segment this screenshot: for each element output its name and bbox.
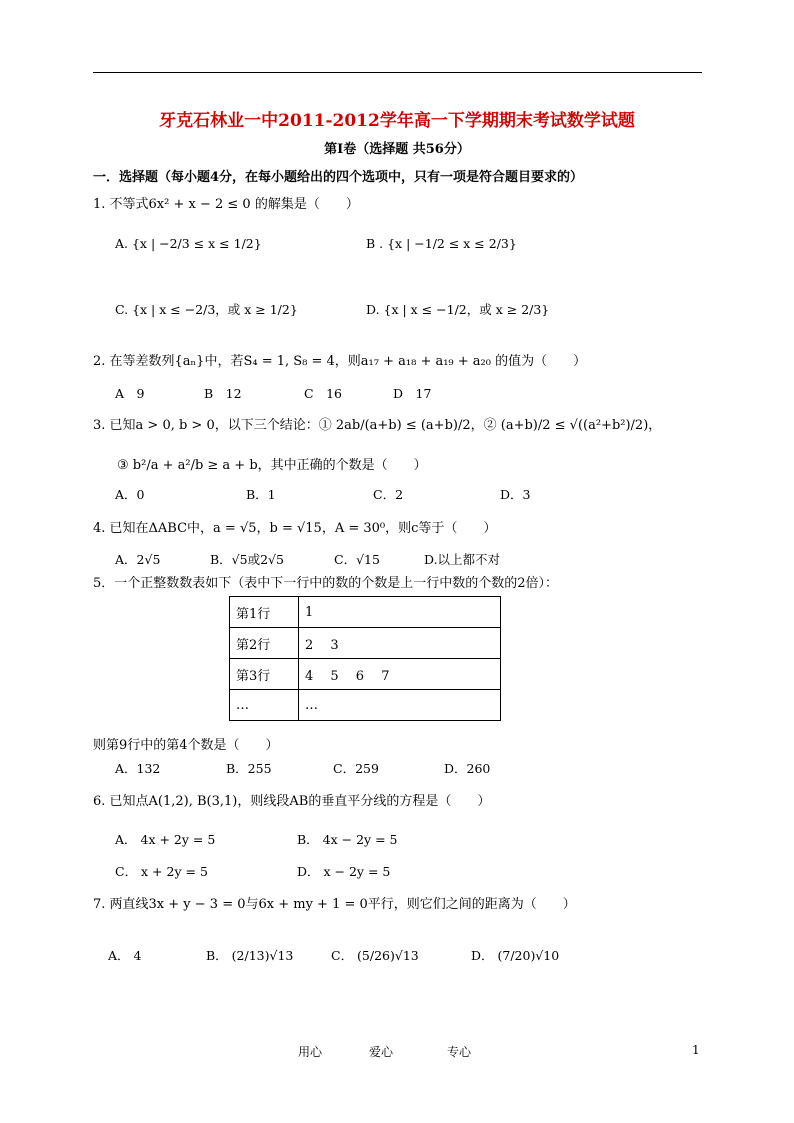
table-row	[230, 690, 501, 721]
question-5-option-d: D．260	[444, 761, 491, 776]
page-title: 牙克石林业一中2011-2012学年高一下学期期末考试数学试题	[159, 111, 635, 131]
footer-text-1: 用心	[298, 1045, 323, 1059]
table-cell: 1	[299, 597, 501, 628]
question-6-option-c: C． x + 2y = 5	[115, 864, 208, 879]
section-heading: 第Ⅰ卷（选择题 共56分）	[324, 142, 470, 157]
question-6-option-d: D． x − 2y = 5	[297, 864, 391, 879]
footer-text-3: 专心	[447, 1045, 472, 1059]
question-4-option-c: C．√15	[334, 552, 380, 567]
question-5-option-a: A．132	[115, 761, 161, 776]
question-6-option-a: A． 4x + 2y = 5	[115, 832, 216, 847]
table-row	[230, 628, 501, 659]
question-3-stem-continued: ③ b²/a + a²/b ≥ a + b，其中正确的个数是（ ）	[117, 458, 427, 473]
table-cell: 第1行	[230, 597, 299, 628]
question-5-stem-continued: 则第9行中的第4个数是（ ）	[93, 738, 279, 753]
question-7-option-b: B． (2/13)√13	[206, 948, 294, 963]
question-2-stem: 2. 在等差数列{aₙ}中，若S₄ = 1, S₈ = 4，则a₁₇ + a₁₈ + a₁₉ + a₂₀ 的值为（ ）	[93, 354, 587, 369]
table-cell: 2 3	[299, 628, 501, 659]
header-rule	[93, 72, 702, 73]
table-row	[230, 659, 501, 690]
question-5-option-b: B．255	[226, 761, 272, 776]
question-4-option-d: D.以上都不对	[424, 552, 501, 567]
question-3-option-a: A．0	[115, 487, 145, 502]
question-3-option-d: D．3	[500, 487, 531, 502]
question-2-option-b: B 12	[204, 386, 242, 401]
question-6-stem: 6. 已知点A(1,2), B(3,1)，则线段AB的垂直平分线的方程是（ ）	[93, 794, 491, 809]
table-cell: 第2行	[230, 628, 299, 659]
question-7-option-c: C． (5/26)√13	[331, 948, 419, 963]
question-2-option-c: C 16	[304, 386, 342, 401]
question-5-option-c: C．259	[333, 761, 379, 776]
table-cell: 第3行	[230, 659, 299, 690]
table-cell: …	[299, 690, 501, 721]
question-1-option-d: D. {x | x ≤ −1/2，或 x ≥ 2/3}	[366, 302, 550, 317]
question-6-option-b: B． 4x − 2y = 5	[297, 832, 398, 847]
question-2-option-a: A 9	[115, 386, 145, 401]
footer-text-2: 爱心	[369, 1045, 394, 1059]
question-1-option-b: B . {x | −1/2 ≤ x ≤ 2/3}	[366, 236, 517, 251]
number-table	[229, 596, 501, 721]
page-number: 1	[692, 1043, 700, 1057]
question-3-option-b: B．1	[246, 487, 276, 502]
question-4-option-b: B．√5或2√5	[210, 552, 284, 567]
question-7-option-d: D． (7/20)√10	[471, 948, 560, 963]
question-1-option-c: C. {x | x ≤ −2/3，或 x ≥ 1/2}	[115, 302, 298, 317]
question-3-option-c: C．2	[373, 487, 404, 502]
question-2-option-d: D 17	[393, 386, 432, 401]
table-cell: …	[230, 690, 299, 721]
table-cell: 4 5 6 7	[299, 659, 501, 690]
question-3-stem: 3. 已知a > 0, b > 0，以下三个结论：① 2ab/(a+b) ≤ (a+b)/2，② (a+b)/2 ≤ √((a²+b²)/2)，	[93, 418, 662, 433]
question-1-stem: 1. 不等式6x² + x − 2 ≤ 0 的解集是（ ）	[93, 197, 359, 212]
question-4-stem: 4. 已知在ΔABC中，a = √5，b = √15，A = 30⁰，则c等于（ ）	[93, 521, 497, 536]
section-instructions: 一．选择题（每小题4分，在每小题给出的四个选项中，只有一项是符合题目要求的）	[93, 170, 584, 185]
question-5-stem: 5．一个正整数数表如下（表中下一行中的数的个数是上一行中数的个数的2倍）：	[93, 576, 559, 591]
question-4-option-a: A．2√5	[115, 552, 161, 567]
question-1-option-a: A. {x | −2/3 ≤ x ≤ 1/2}	[115, 236, 262, 251]
question-7-stem: 7. 两直线3x + y − 3 = 0与6x + my + 1 = 0平行，则它们之间的距离为（ ）	[93, 897, 576, 912]
table-row	[230, 597, 501, 628]
question-7-option-a: A． 4	[108, 948, 142, 963]
